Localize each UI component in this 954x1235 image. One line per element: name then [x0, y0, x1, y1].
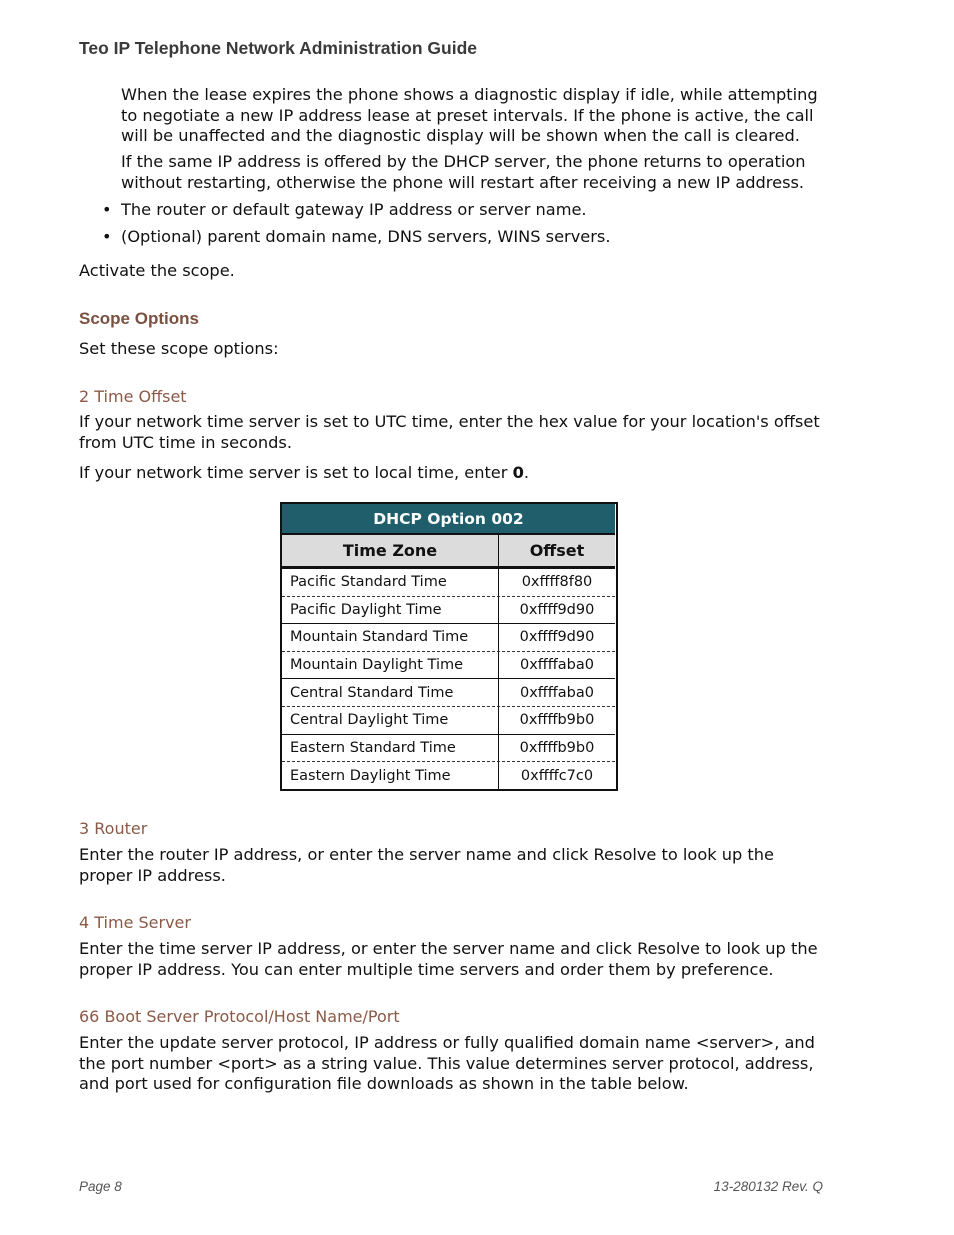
text-line: to negotiate a new IP address lease at preset intervals. If the phone is active, the call	[121, 105, 814, 125]
text-line: Enter the time server IP address, or enter the server name and click Resolve to look up the	[79, 939, 818, 958]
time-zone-cell: Central Standard Time	[282, 679, 499, 706]
table-row	[282, 597, 615, 625]
text-line: Enter the router IP address, or enter the server name and click Resolve to look up the	[79, 845, 775, 864]
text-line: Enter the update server protocol, IP address or fully qualified domain name <server>, and	[79, 1033, 815, 1052]
footer-page-number: Page 8	[79, 1179, 122, 1194]
document-title: Teo IP Telephone Network Administration Guide	[79, 38, 478, 58]
text-line: proper IP address.	[79, 865, 226, 885]
text-line: and port used for configuration file downloads as shown in the table below.	[79, 1074, 689, 1093]
table-row	[282, 624, 615, 652]
lease-paragraph-2	[121, 152, 806, 193]
bullet-item	[102, 227, 611, 248]
time-zone-cell: Eastern Daylight Time	[282, 762, 499, 790]
offset-cell: 0xffffaba0	[520, 684, 594, 701]
table-row	[282, 707, 615, 735]
text-span: .	[523, 463, 529, 482]
time-offset-paragraph-2	[79, 463, 529, 484]
bullet-icon: •	[102, 227, 112, 246]
table-header-row	[282, 535, 615, 569]
subheading-router: 3 Router	[79, 819, 148, 838]
scope-options-intro: Set these scope options:	[79, 339, 279, 358]
footer-doc-number: 13-280132 Rev. Q	[713, 1179, 823, 1194]
dhcp-option-table	[280, 502, 618, 791]
time-zone-cell: Central Daylight Time	[282, 707, 499, 734]
time-zone-cell: Eastern Standard Time	[282, 735, 499, 762]
bullet-text: (Optional) parent domain name, DNS servers, WINS servers.	[121, 227, 611, 246]
text-line: without restarting, otherwise the phone will restart after receiving a new IP address.	[121, 172, 805, 192]
offset-cell: 0xffffc7c0	[520, 767, 594, 784]
time-offset-paragraph-1	[79, 412, 820, 453]
table-row	[282, 735, 615, 763]
bullet-item	[102, 200, 587, 221]
text-line: If the same IP address is offered by the DHCP server, the phone returns to operation	[121, 152, 806, 171]
offset-cell: 0xffffaba0	[520, 657, 594, 674]
text-line: from UTC time in seconds.	[79, 432, 292, 452]
time-zone-cell: Pacific Daylight Time	[282, 597, 499, 624]
time-zone-cell: Mountain Standard Time	[282, 624, 499, 651]
text-line: will be unaffected and the diagnostic display will be shown when the call is cleared.	[121, 126, 800, 145]
bold-value: 0	[512, 463, 524, 482]
text-line: When the lease expires the phone shows a diagnostic display if idle, while attempting	[121, 85, 818, 104]
section-heading-scope-options: Scope Options	[79, 309, 199, 328]
offset-cell: 0xffff9d90	[519, 629, 595, 646]
router-paragraph	[79, 845, 774, 886]
offset-cell: 0xffff9d90	[519, 601, 595, 618]
text-line: the port number <port> as a string value. This value determines server protocol, address,	[79, 1053, 814, 1073]
text-line: If your network time server is set to UTC time, enter the hex value for your location's offset	[79, 412, 820, 431]
subheading-time-server: 4 Time Server	[79, 913, 191, 932]
table-row	[282, 569, 615, 597]
table-row	[282, 679, 615, 707]
table-row	[282, 762, 615, 790]
column-header-offset: Offset	[529, 541, 585, 560]
offset-cell: 0xffffb9b0	[519, 712, 595, 729]
subheading-boot-server: 66 Boot Server Protocol/Host Name/Port	[79, 1007, 400, 1026]
table-row	[282, 652, 615, 680]
text-line: proper IP address. You can enter multiple time servers and order them by preference.	[79, 959, 774, 979]
time-zone-cell: Mountain Daylight Time	[282, 652, 499, 679]
bullet-text: The router or default gateway IP address or server name.	[121, 200, 587, 219]
time-zone-cell: Pacific Standard Time	[282, 569, 499, 596]
offset-cell: 0xffff8f80	[521, 574, 593, 591]
column-header-time-zone: Time Zone	[282, 535, 499, 566]
lease-paragraph-1	[121, 85, 818, 147]
activate-text: Activate the scope.	[79, 261, 235, 280]
boot-server-paragraph	[79, 1033, 815, 1095]
offset-cell: 0xffffb9b0	[519, 739, 595, 756]
table-caption: DHCP Option 002	[282, 504, 615, 535]
text-span: If your network time server is set to local time, enter	[79, 463, 513, 482]
subheading-time-offset: 2 Time Offset	[79, 387, 187, 406]
time-server-paragraph	[79, 939, 818, 980]
bullet-icon: •	[102, 200, 112, 219]
